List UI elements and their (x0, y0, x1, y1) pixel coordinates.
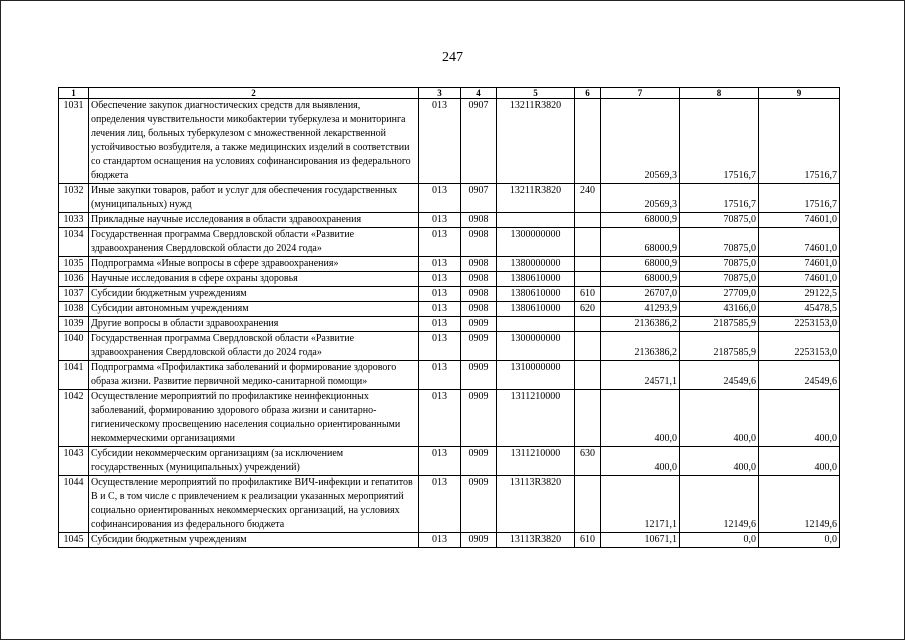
table-row (59, 390, 840, 447)
row-amount-year1: 68000,9 (601, 213, 680, 228)
column-header: 8 (680, 88, 759, 99)
row-description: Прикладные научные исследования в области здравоохранения (89, 213, 419, 228)
table-row (59, 533, 840, 548)
row-number: 1035 (59, 257, 89, 272)
row-number: 1032 (59, 184, 89, 213)
row-amount-year2: 0,0 (680, 533, 759, 548)
row-code-ministry: 013 (419, 272, 461, 287)
row-amount-year1: 41293,9 (601, 302, 680, 317)
table-row (59, 272, 840, 287)
column-header: 3 (419, 88, 461, 99)
row-amount-year3: 2253153,0 (759, 317, 840, 332)
budget-table (58, 87, 840, 548)
row-amount-year3: 17516,7 (759, 184, 840, 213)
row-amount-year3: 29122,5 (759, 287, 840, 302)
row-code-expense-type (575, 99, 601, 184)
row-code-target (497, 317, 575, 332)
column-header: 9 (759, 88, 840, 99)
row-code-target: 13211R3820 (497, 99, 575, 184)
row-amount-year1: 26707,0 (601, 287, 680, 302)
row-code-section: 0909 (461, 317, 497, 332)
row-amount-year2: 17516,7 (680, 99, 759, 184)
row-number: 1042 (59, 390, 89, 447)
row-amount-year2: 70875,0 (680, 257, 759, 272)
row-number: 1038 (59, 302, 89, 317)
row-code-ministry: 013 (419, 332, 461, 361)
row-number: 1034 (59, 228, 89, 257)
row-amount-year3: 0,0 (759, 533, 840, 548)
row-code-section: 0907 (461, 99, 497, 184)
row-code-ministry: 013 (419, 287, 461, 302)
row-code-ministry: 013 (419, 302, 461, 317)
row-code-expense-type: 240 (575, 184, 601, 213)
column-header: 5 (497, 88, 575, 99)
row-code-ministry: 013 (419, 213, 461, 228)
row-code-section: 0908 (461, 257, 497, 272)
row-code-expense-type (575, 272, 601, 287)
row-amount-year3: 24549,6 (759, 361, 840, 390)
row-code-target: 1380610000 (497, 287, 575, 302)
row-code-ministry: 013 (419, 361, 461, 390)
row-code-target: 13113R3820 (497, 476, 575, 533)
table-row (59, 257, 840, 272)
row-code-target: 1380000000 (497, 257, 575, 272)
row-number: 1044 (59, 476, 89, 533)
row-amount-year1: 68000,9 (601, 228, 680, 257)
row-amount-year2: 70875,0 (680, 228, 759, 257)
row-code-section: 0908 (461, 272, 497, 287)
row-amount-year2: 12149,6 (680, 476, 759, 533)
row-amount-year3: 74601,0 (759, 228, 840, 257)
row-description: Подпрограмма «Профилактика заболеваний и формирование здорового образа жизни. Развитие первичной медико-санитарной помощи» (89, 361, 419, 390)
row-code-expense-type (575, 317, 601, 332)
row-code-target: 1380610000 (497, 272, 575, 287)
table-row (59, 287, 840, 302)
row-amount-year3: 74601,0 (759, 257, 840, 272)
column-header: 6 (575, 88, 601, 99)
row-code-ministry: 013 (419, 99, 461, 184)
row-code-section: 0908 (461, 302, 497, 317)
row-amount-year1: 2136386,2 (601, 317, 680, 332)
table-row (59, 99, 840, 184)
row-amount-year2: 400,0 (680, 390, 759, 447)
column-header: 4 (461, 88, 497, 99)
row-code-target: 1311210000 (497, 390, 575, 447)
row-number: 1033 (59, 213, 89, 228)
row-code-section: 0909 (461, 476, 497, 533)
row-description: Субсидии некоммерческим организациям (за исключением государственных (муниципальных) учреждений) (89, 447, 419, 476)
row-amount-year3: 400,0 (759, 447, 840, 476)
row-description: Подпрограмма «Иные вопросы в сфере здравоохранения» (89, 257, 419, 272)
row-code-target: 13113R3820 (497, 533, 575, 548)
row-description: Обеспечение закупок диагностических средств для выявления, определения чувствительности микобактерии туберкулеза и мониторинга лечения лиц, больных туберкулезом с множественной лекарственной устойчивостью возбудителя, а также медицинских изделий в соответствии со стандартом оснащения на условиях софинансирования из федерального бюджета (89, 99, 419, 184)
column-header: 7 (601, 88, 680, 99)
row-number: 1039 (59, 317, 89, 332)
row-code-expense-type: 630 (575, 447, 601, 476)
row-description: Осуществление мероприятий по профилактике неинфекционных заболеваний, формированию здорового образа жизни и санитарно-гигиеническому просвещению населения социально ориентированными некоммерческими организациями (89, 390, 419, 447)
row-code-expense-type (575, 332, 601, 361)
row-number: 1037 (59, 287, 89, 302)
row-amount-year1: 20569,3 (601, 184, 680, 213)
row-amount-year2: 400,0 (680, 447, 759, 476)
row-amount-year3: 17516,7 (759, 99, 840, 184)
row-amount-year2: 24549,6 (680, 361, 759, 390)
table-row (59, 361, 840, 390)
row-code-expense-type: 610 (575, 533, 601, 548)
row-code-section: 0908 (461, 287, 497, 302)
row-code-section: 0909 (461, 447, 497, 476)
row-amount-year1: 24571,1 (601, 361, 680, 390)
table-row (59, 447, 840, 476)
row-code-ministry: 013 (419, 533, 461, 548)
row-code-ministry: 013 (419, 390, 461, 447)
row-amount-year2: 2187585,9 (680, 332, 759, 361)
row-amount-year3: 400,0 (759, 390, 840, 447)
row-code-ministry: 013 (419, 184, 461, 213)
row-amount-year1: 20569,3 (601, 99, 680, 184)
row-description: Государственная программа Свердловской области «Развитие здравоохранения Свердловской области до 2024 года» (89, 228, 419, 257)
row-amount-year2: 70875,0 (680, 272, 759, 287)
row-amount-year1: 400,0 (601, 447, 680, 476)
row-description: Другие вопросы в области здравоохранения (89, 317, 419, 332)
row-amount-year1: 68000,9 (601, 272, 680, 287)
page-number: 247 (442, 50, 463, 65)
row-code-target: 1380610000 (497, 302, 575, 317)
row-number: 1045 (59, 533, 89, 548)
row-code-section: 0908 (461, 213, 497, 228)
column-header: 2 (89, 88, 419, 99)
row-code-target (497, 213, 575, 228)
row-code-section: 0909 (461, 390, 497, 447)
row-amount-year3: 74601,0 (759, 272, 840, 287)
row-amount-year3: 45478,5 (759, 302, 840, 317)
table-row (59, 184, 840, 213)
table-row (59, 213, 840, 228)
row-amount-year1: 400,0 (601, 390, 680, 447)
row-description: Субсидии автономным учреждениям (89, 302, 419, 317)
row-code-expense-type (575, 213, 601, 228)
row-amount-year1: 68000,9 (601, 257, 680, 272)
row-code-expense-type (575, 476, 601, 533)
row-code-section: 0909 (461, 332, 497, 361)
row-code-ministry: 013 (419, 476, 461, 533)
row-code-target: 1311210000 (497, 447, 575, 476)
row-code-target: 1300000000 (497, 332, 575, 361)
row-code-section: 0907 (461, 184, 497, 213)
row-amount-year2: 2187585,9 (680, 317, 759, 332)
row-code-target: 1310000000 (497, 361, 575, 390)
row-number: 1043 (59, 447, 89, 476)
row-description: Научные исследования в сфере охраны здоровья (89, 272, 419, 287)
row-amount-year2: 27709,0 (680, 287, 759, 302)
row-code-target: 13211R3820 (497, 184, 575, 213)
row-code-target: 1300000000 (497, 228, 575, 257)
row-number: 1031 (59, 99, 89, 184)
row-description: Государственная программа Свердловской области «Развитие здравоохранения Свердловской области до 2024 года» (89, 332, 419, 361)
row-description: Субсидии бюджетным учреждениям (89, 533, 419, 548)
row-amount-year2: 17516,7 (680, 184, 759, 213)
row-amount-year2: 70875,0 (680, 213, 759, 228)
row-number: 1040 (59, 332, 89, 361)
row-code-ministry: 013 (419, 228, 461, 257)
table-row (59, 302, 840, 317)
row-code-ministry: 013 (419, 317, 461, 332)
table-row (59, 228, 840, 257)
row-code-expense-type (575, 228, 601, 257)
row-code-expense-type: 610 (575, 287, 601, 302)
row-amount-year3: 74601,0 (759, 213, 840, 228)
row-code-expense-type (575, 257, 601, 272)
row-amount-year1: 2136386,2 (601, 332, 680, 361)
row-amount-year3: 2253153,0 (759, 332, 840, 361)
row-code-ministry: 013 (419, 257, 461, 272)
row-code-section: 0909 (461, 533, 497, 548)
row-code-expense-type: 620 (575, 302, 601, 317)
table-row (59, 332, 840, 361)
row-amount-year1: 12171,1 (601, 476, 680, 533)
column-header: 1 (59, 88, 89, 99)
table-row (59, 476, 840, 533)
table-row (59, 317, 840, 332)
row-code-section: 0908 (461, 228, 497, 257)
row-number: 1036 (59, 272, 89, 287)
row-number: 1041 (59, 361, 89, 390)
row-description: Субсидии бюджетным учреждениям (89, 287, 419, 302)
row-code-expense-type (575, 390, 601, 447)
row-amount-year3: 12149,6 (759, 476, 840, 533)
row-amount-year1: 10671,1 (601, 533, 680, 548)
row-amount-year2: 43166,0 (680, 302, 759, 317)
row-description: Осуществление мероприятий по профилактике ВИЧ-инфекции и гепатитов В и С, в том числе с привлечением к реализации указанных мероприятий социально ориентированных некоммерческих организаций, на условиях софинансирования из федерального бюджета (89, 476, 419, 533)
row-code-section: 0909 (461, 361, 497, 390)
row-code-ministry: 013 (419, 447, 461, 476)
row-description: Иные закупки товаров, работ и услуг для обеспечения государственных (муниципальных) нужд (89, 184, 419, 213)
row-code-expense-type (575, 361, 601, 390)
header-row (59, 88, 840, 99)
